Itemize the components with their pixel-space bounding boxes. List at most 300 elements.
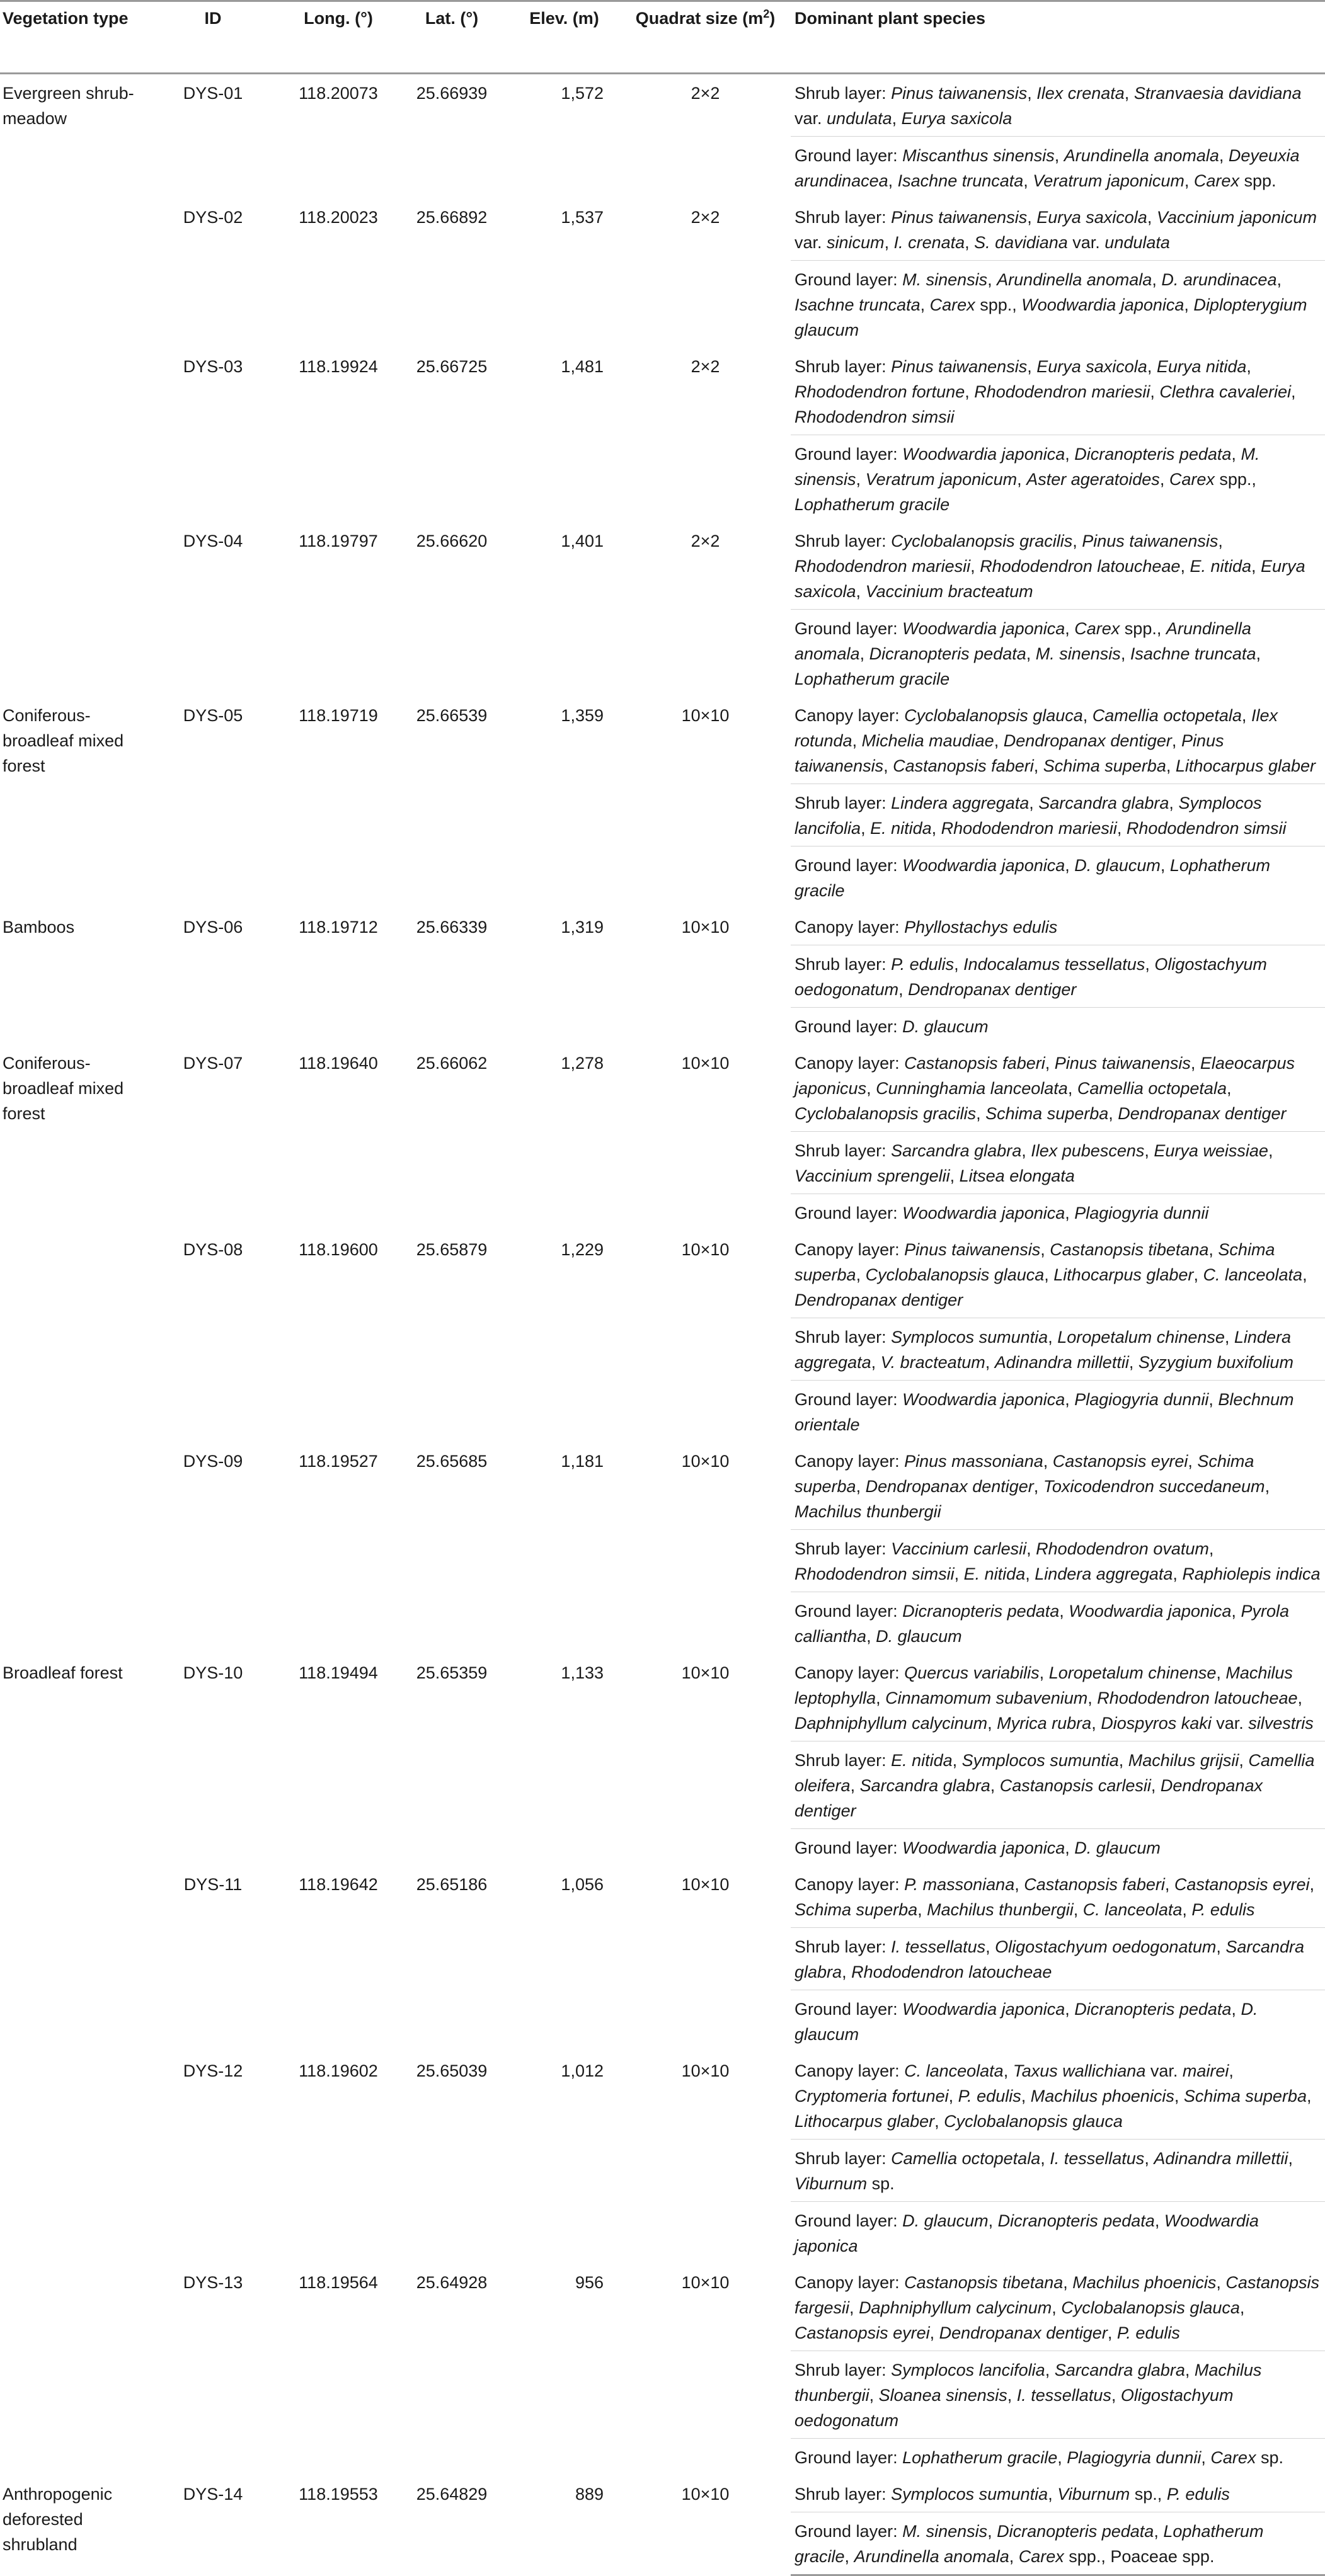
elevation-cell: 1,401 <box>561 532 604 550</box>
species-text: , <box>1017 470 1027 489</box>
species-text: , <box>1128 1353 1139 1372</box>
table-row <box>0 1866 1325 1928</box>
species-name: sinicum <box>827 233 885 252</box>
species-name: Pinus taiwanensis <box>794 731 1224 775</box>
species-text: Canopy layer: <box>794 1875 905 1894</box>
species-text: , <box>1054 146 1064 165</box>
species-text: , <box>1208 1390 1219 1409</box>
species-name: Camellia octopetala <box>891 2149 1041 2168</box>
species-name: Camellia octopetala <box>1077 1079 1227 1098</box>
species-text: , <box>1144 1141 1154 1160</box>
species-name: Eurya saxicola <box>1036 208 1147 227</box>
species-text: , <box>954 955 964 974</box>
header-latitude: Lat. (°) <box>395 1 508 74</box>
species-text: var. <box>794 233 827 252</box>
longitude-cell: 118.19797 <box>299 532 378 550</box>
species-text: Shrub layer: <box>794 1141 892 1160</box>
table-row <box>0 198 1325 261</box>
table-row <box>0 1044 1325 1132</box>
species-name: E. nitida <box>963 1564 1026 1583</box>
dominant-species-layer <box>791 137 1325 199</box>
species-text: , <box>987 1714 997 1733</box>
header-elevation: Elev. (m) <box>508 1 620 74</box>
species-text: Shrub layer: <box>794 794 892 812</box>
species-name: Sarcandra glabra <box>891 1141 1022 1160</box>
species-text: Ground layer: <box>794 2522 903 2541</box>
species-name: Adinandra millettii <box>994 1353 1129 1372</box>
species-name: Elaeocarpus japonicus <box>794 1054 1295 1098</box>
species-name: Cyclobalanopsis gracilis <box>794 1104 977 1123</box>
species-text: , <box>869 2386 879 2405</box>
species-text: Ground layer: <box>794 1017 903 1036</box>
species-text: Canopy layer: <box>794 2061 905 2080</box>
species-name: Carex <box>1074 619 1120 638</box>
species-text: , <box>1045 1054 1055 1073</box>
species-name: Vaccinium japonicum <box>1156 208 1317 227</box>
species-text: , <box>850 1776 860 1795</box>
table-row <box>0 348 1325 435</box>
species-text: , <box>1241 706 1251 725</box>
species-text: , <box>1174 2087 1184 2106</box>
species-text: , <box>931 819 941 838</box>
species-text: , <box>1072 532 1082 550</box>
species-name: Oligostachyum oedogonatum <box>794 2386 1234 2430</box>
species-name: Lindera aggregata <box>794 1328 1291 1372</box>
species-name: Cunninghamia lanceolata <box>876 1079 1068 1098</box>
species-text: spp., <box>975 295 1022 314</box>
species-name: Cyclobalanopsis glauca <box>904 706 1083 725</box>
species-name: Dicranopteris pedata <box>869 644 1026 663</box>
table-header <box>0 1 1325 74</box>
species-text: , <box>1218 532 1223 550</box>
species-text: Ground layer: <box>794 445 903 464</box>
species-text: , <box>920 295 930 314</box>
species-name: Castanopsis faberi <box>893 756 1034 775</box>
latitude-cell: 25.65359 <box>416 1663 488 1682</box>
species-text: , <box>866 1079 876 1098</box>
species-text: Shrub layer: <box>794 1937 892 1956</box>
elevation-cell: 1,359 <box>561 706 604 725</box>
quadrat-id-cell: DYS-05 <box>183 706 243 725</box>
species-text: Ground layer: <box>794 1204 903 1222</box>
dominant-species-layer <box>791 1990 1325 2053</box>
species-name: Rhododendron mariesii <box>794 557 971 576</box>
species-text: , <box>1173 1564 1183 1583</box>
species-name: Loropetalum chinense <box>1048 1663 1217 1682</box>
species-name: Carex <box>1169 470 1215 489</box>
species-name: Cinnamomum subavenium <box>885 1689 1088 1707</box>
species-name: P. edulis <box>1191 1900 1255 1919</box>
quadrat-size-cell: 2×2 <box>691 208 720 227</box>
vegetation-type-cell <box>0 348 144 522</box>
elevation-cell: 1,229 <box>561 1240 604 1259</box>
dominant-species-layer <box>791 74 1325 137</box>
species-text: , <box>976 1104 986 1123</box>
species-text: Canopy layer: <box>794 706 905 725</box>
species-name: Pinus taiwanensis <box>1054 1054 1191 1073</box>
table-row <box>0 908 1325 945</box>
species-name: Cryptomeria fortunei <box>794 2087 949 2106</box>
table-row <box>0 522 1325 610</box>
species-name: Dicranopteris pedata <box>1074 2000 1232 2019</box>
species-name: Schima superba <box>794 1900 918 1919</box>
species-name: Rhododendron simsii <box>1126 819 1287 838</box>
species-name: Symplocos lancifolia <box>794 794 1262 838</box>
vegetation-type-cell: Bamboos <box>3 918 75 937</box>
species-name: Isachne truncata <box>1130 644 1256 663</box>
species-name: Viburnum <box>1057 2485 1130 2504</box>
species-name: Sarcandra glabra <box>794 1937 1304 1981</box>
species-name: Taxus wallichiana <box>1012 2061 1146 2080</box>
longitude-cell: 118.20073 <box>299 84 378 103</box>
quadrat-id-cell: DYS-08 <box>183 1240 243 1259</box>
species-text: , <box>1152 270 1162 289</box>
dominant-species-layer <box>791 2140 1325 2202</box>
species-text: , <box>1180 557 1190 576</box>
quadrat-size-cell: 10×10 <box>681 706 730 725</box>
species-text: sp., <box>1130 2485 1167 2504</box>
vegetation-type-cell: Broadleaf forest <box>3 1663 123 1682</box>
quadrat-id-cell: DYS-13 <box>183 2273 243 2292</box>
species-name: Dendropanax dentiger <box>908 980 1077 999</box>
elevation-cell: 1,012 <box>561 2061 604 2080</box>
species-text: , <box>1044 1265 1054 1284</box>
species-text: , <box>1169 794 1179 812</box>
species-text: , <box>1067 1079 1077 1098</box>
header-dominant-species: Dominant plant species <box>791 1 1325 74</box>
species-text: , <box>1171 731 1181 750</box>
species-text: , <box>1182 1900 1192 1919</box>
dominant-species-layer <box>791 1741 1325 1829</box>
quadrat-size-cell: 2×2 <box>691 357 720 376</box>
species-text: , <box>1003 2061 1013 2080</box>
species-name: Stranvaesia davidiana <box>1133 84 1302 103</box>
species-text: , <box>1025 1564 1035 1583</box>
species-name: Woodwardia japonica <box>1021 295 1184 314</box>
species-text: , <box>1065 1204 1075 1222</box>
table-row <box>0 697 1325 784</box>
elevation-cell: 1,319 <box>561 918 604 937</box>
species-name: Oligostachyum oedogonatum <box>794 955 1267 999</box>
species-text: , <box>1108 1104 1118 1123</box>
species-name: Clethra cavaleriei <box>1159 382 1292 401</box>
species-text: , <box>1027 357 1037 376</box>
species-text: Ground layer: <box>794 2448 903 2467</box>
species-name: Castanopsis eyrei <box>794 2323 930 2342</box>
species-name: Camellia octopetala <box>1092 706 1242 725</box>
species-name: Cyclobalanopsis glauca <box>865 1265 1045 1284</box>
species-text: Canopy layer: <box>794 1054 905 1073</box>
species-name: V. bracteatum <box>880 1353 985 1372</box>
species-name: Eurya saxicola <box>794 557 1305 601</box>
species-text: , <box>1021 2087 1031 2106</box>
species-name: Arundinella anomala <box>1064 146 1219 165</box>
species-name: undulata <box>827 109 892 128</box>
species-name: Dicranopteris pedata <box>902 1602 1060 1621</box>
dominant-species-layer <box>791 2351 1325 2439</box>
species-text: , <box>1216 1663 1226 1682</box>
species-text: Shrub layer: <box>794 2361 892 2379</box>
species-text: , <box>1147 208 1157 227</box>
quadrat-size-cell: 10×10 <box>681 1663 730 1682</box>
species-text: , <box>1026 644 1036 663</box>
species-text: , <box>1154 2211 1164 2230</box>
quadrat-size-cell: 10×10 <box>681 2485 730 2504</box>
species-name: Eurya weissiae <box>1154 1141 1268 1160</box>
species-text: , <box>842 1963 852 1981</box>
species-name: mairei <box>1182 2061 1229 2080</box>
species-text: , <box>1007 2386 1017 2405</box>
species-text: , <box>1124 84 1134 103</box>
species-text: , <box>876 1689 886 1707</box>
species-text: , <box>856 1265 866 1284</box>
quadrat-id-cell: DYS-03 <box>183 357 243 376</box>
species-name: D. glaucum <box>1074 856 1161 875</box>
species-name: Ilex pubescens <box>1031 1141 1145 1160</box>
species-name: Dicranopteris pedata <box>997 2522 1154 2541</box>
species-text: , <box>1265 1477 1270 1496</box>
latitude-cell: 25.64928 <box>416 2273 488 2292</box>
species-text: , <box>1226 1079 1232 1098</box>
table-row <box>0 2264 1325 2351</box>
dominant-species-layer <box>791 1442 1325 1530</box>
species-text: , <box>1224 1328 1234 1347</box>
species-name: Carex <box>1193 171 1239 190</box>
species-text: Ground layer: <box>794 619 903 638</box>
quadrat-size-cell: 10×10 <box>681 1054 730 1073</box>
species-name: M. sinensis <box>1035 644 1121 663</box>
species-name: Daphniphyllum calycinum <box>794 1714 988 1733</box>
species-name: D. glaucum <box>794 2000 1258 2044</box>
species-text: , <box>1027 208 1037 227</box>
latitude-cell: 25.65039 <box>416 2061 488 2080</box>
species-text: , <box>1208 1539 1214 1558</box>
species-name: P. edulis <box>1166 2485 1230 2504</box>
species-text: , <box>1184 295 1194 314</box>
species-text: , <box>985 1937 995 1956</box>
species-text: , <box>1219 146 1229 165</box>
species-name: Ilex crenata <box>1036 84 1125 103</box>
dominant-species-layer <box>791 1132 1325 1194</box>
latitude-cell: 25.65186 <box>416 1875 488 1894</box>
species-name: M. sinensis <box>794 445 1260 489</box>
species-name: Pinus taiwanensis <box>904 1240 1041 1259</box>
species-name: Symplocos sumuntia <box>891 1328 1048 1347</box>
species-text: , <box>1087 1689 1098 1707</box>
species-name: Lophatherum gracile <box>902 2448 1058 2467</box>
dominant-species-layer <box>791 1654 1325 1741</box>
table-row <box>0 2475 1325 2512</box>
species-text: , <box>1145 955 1155 974</box>
species-text: , <box>1147 357 1157 376</box>
species-name: P. edulis <box>958 2087 1021 2106</box>
longitude-cell: 118.19642 <box>299 1875 378 1894</box>
species-text: Ground layer: <box>794 856 903 875</box>
elevation-cell: 1,481 <box>561 357 604 376</box>
species-name: Woodwardia japonica <box>902 856 1065 875</box>
species-name: Veratrum japonicum <box>1033 171 1184 190</box>
species-text: , <box>1229 2061 1234 2080</box>
species-name: Schima superba <box>794 1240 1275 1284</box>
species-name: Eurya saxicola <box>901 109 1012 128</box>
species-name: Plagiogyria dunnii <box>1074 1390 1209 1409</box>
species-name: Symplocos sumuntia <box>961 1751 1119 1770</box>
dominant-species-layer <box>791 1829 1325 1866</box>
species-name: Rhododendron mariesii <box>941 819 1117 838</box>
quadrat-id-cell: DYS-04 <box>183 532 243 550</box>
species-name: undulata <box>1104 233 1170 252</box>
species-text: , <box>1043 1452 1053 1471</box>
species-name: Blechnum orientale <box>794 1390 1294 1434</box>
species-name: Arundinella anomala <box>794 619 1251 663</box>
species-text: , <box>1201 2448 1211 2467</box>
species-name: Michelia maudiae <box>861 731 994 750</box>
species-name: M. sinensis <box>902 2522 988 2541</box>
species-name: Woodwardia japonica <box>902 445 1065 464</box>
quadrat-id-cell: DYS-07 <box>183 1054 243 1073</box>
species-name: Carex <box>1018 2547 1064 2566</box>
species-name: silvestris <box>1248 1714 1314 1733</box>
quadrat-size-cell: 10×10 <box>681 1875 730 1894</box>
dominant-species-layer <box>791 1928 1325 1990</box>
species-text: Shrub layer: <box>794 955 892 974</box>
species-name: Pinus massoniana <box>904 1452 1043 1471</box>
longitude-cell: 118.20023 <box>299 208 378 227</box>
species-name: Rhododendron simsii <box>794 407 955 426</box>
species-text: Shrub layer: <box>794 2485 892 2504</box>
species-text: , <box>1073 1900 1083 1919</box>
species-name: D. glaucum <box>902 1017 989 1036</box>
species-text: , <box>856 470 866 489</box>
dominant-species-layer <box>791 1866 1325 1928</box>
species-text: , <box>949 1166 960 1185</box>
vegetation-type-cell: Coniferous-broadleaf mixed forest <box>3 706 124 775</box>
header-quadrat-size-sup: 2 <box>763 8 770 20</box>
species-text: Canopy layer: <box>794 2273 905 2292</box>
quadrat-id-cell: DYS-01 <box>183 84 243 103</box>
species-text: , <box>1107 2323 1117 2342</box>
species-text: , <box>856 582 866 601</box>
elevation-cell: 889 <box>575 2485 604 2504</box>
species-name: D. glaucum <box>876 1627 962 1646</box>
species-text: spp., <box>1120 619 1166 638</box>
species-name: P. edulis <box>1116 2323 1180 2342</box>
species-name: Lithocarpus glaber <box>1053 1265 1194 1284</box>
species-text: , <box>1116 819 1127 838</box>
species-text: , <box>1039 1663 1049 1682</box>
species-text: spp., Poaceae spp. <box>1064 2547 1215 2566</box>
species-text: Ground layer: <box>794 1602 903 1621</box>
elevation-cell: 1,056 <box>561 1875 604 1894</box>
species-text: , <box>1048 1328 1058 1347</box>
species-text: var. <box>794 109 827 128</box>
species-text: , <box>1009 2547 1019 2566</box>
species-name: Plagiogyria dunnii <box>1074 1204 1209 1222</box>
species-text: , <box>1040 1240 1050 1259</box>
species-text: , <box>1208 1240 1219 1259</box>
longitude-cell: 118.19719 <box>299 706 378 725</box>
species-text: , <box>1063 2273 1073 2292</box>
species-name: Deyeuxia arundinacea <box>794 146 1300 190</box>
species-text: var. <box>1145 2061 1183 2080</box>
species-name: Lophatherum gracile <box>794 2522 1264 2566</box>
species-text: , <box>1302 1265 1307 1284</box>
species-name: Castanopsis eyrei <box>1052 1452 1188 1471</box>
species-text: , <box>1190 1054 1200 1073</box>
table-row <box>0 1654 1325 1741</box>
species-text: , <box>1021 1141 1031 1160</box>
species-text: , <box>1216 2273 1226 2292</box>
species-text: , <box>1150 1776 1161 1795</box>
species-name: Machilus thunbergii <box>794 2361 1262 2405</box>
dominant-species-layer <box>791 348 1325 435</box>
longitude-cell: 118.19712 <box>299 918 378 937</box>
species-name: Litsea elongata <box>959 1166 1075 1185</box>
quadrat-id-cell: DYS-06 <box>183 918 243 937</box>
species-name: Rhododendron mariesii <box>974 382 1150 401</box>
latitude-cell: 25.66620 <box>416 532 488 550</box>
species-text: , <box>1120 644 1130 663</box>
species-name: Symplocos lancifolia <box>891 2361 1045 2379</box>
species-text: , <box>1023 171 1033 190</box>
latitude-cell: 25.66892 <box>416 208 488 227</box>
species-name: Castanopsis tibetana <box>904 2273 1064 2292</box>
species-text: , <box>1118 1751 1128 1770</box>
species-text: Ground layer: <box>794 270 903 289</box>
species-text: , <box>990 1776 1000 1795</box>
species-text: , <box>884 233 894 252</box>
quadrat-size-cell: 10×10 <box>681 1240 730 1259</box>
table-row <box>0 1231 1325 1318</box>
species-text: , <box>965 233 975 252</box>
species-text: , <box>898 980 909 999</box>
elevation-cell: 956 <box>575 2273 604 2292</box>
species-text: , <box>1184 2361 1195 2379</box>
species-name: Rhododendron ovatum <box>1036 1539 1209 1558</box>
species-text: Shrub layer: <box>794 357 892 376</box>
species-name: Cyclobalanopsis gracilis <box>891 532 1073 550</box>
species-name: Dicranopteris pedata <box>1074 445 1232 464</box>
species-name: Loropetalum chinense <box>1057 1328 1225 1347</box>
species-text: , <box>1193 1265 1203 1284</box>
species-text: , <box>1231 2000 1241 2019</box>
species-name: Arundinella anomala <box>854 2547 1009 2566</box>
species-name: Schima superba <box>985 1104 1109 1123</box>
dominant-species-layer <box>791 784 1325 846</box>
species-text: , <box>888 171 898 190</box>
species-text: , <box>929 2323 939 2342</box>
species-text: , <box>1029 794 1039 812</box>
quadrat-size-cell: 10×10 <box>681 2273 730 2292</box>
species-text: sp. <box>1256 2448 1283 2467</box>
dominant-species-layer <box>791 846 1325 909</box>
species-name: Quercus variabilis <box>904 1663 1040 1682</box>
dominant-species-layer <box>791 1381 1325 1443</box>
dominant-species-layer <box>791 1231 1325 1318</box>
quadrat-id-cell: DYS-10 <box>183 1663 243 1682</box>
elevation-cell: 1,278 <box>561 1054 604 1073</box>
dominant-species-layer <box>791 2264 1325 2351</box>
species-text: , <box>917 1900 927 1919</box>
species-text: Shrub layer: <box>794 532 892 550</box>
vegetation-type-cell: Coniferous-broadleaf mixed forest <box>3 1054 124 1123</box>
species-text: , <box>987 2522 997 2541</box>
species-name: Syzygium buxifolium <box>1138 1353 1293 1372</box>
dominant-species-layer <box>791 1194 1325 1231</box>
species-text: , <box>1291 382 1296 401</box>
species-name: Castanopsis faberi <box>904 1054 1045 1073</box>
species-name: Carex <box>929 295 975 314</box>
